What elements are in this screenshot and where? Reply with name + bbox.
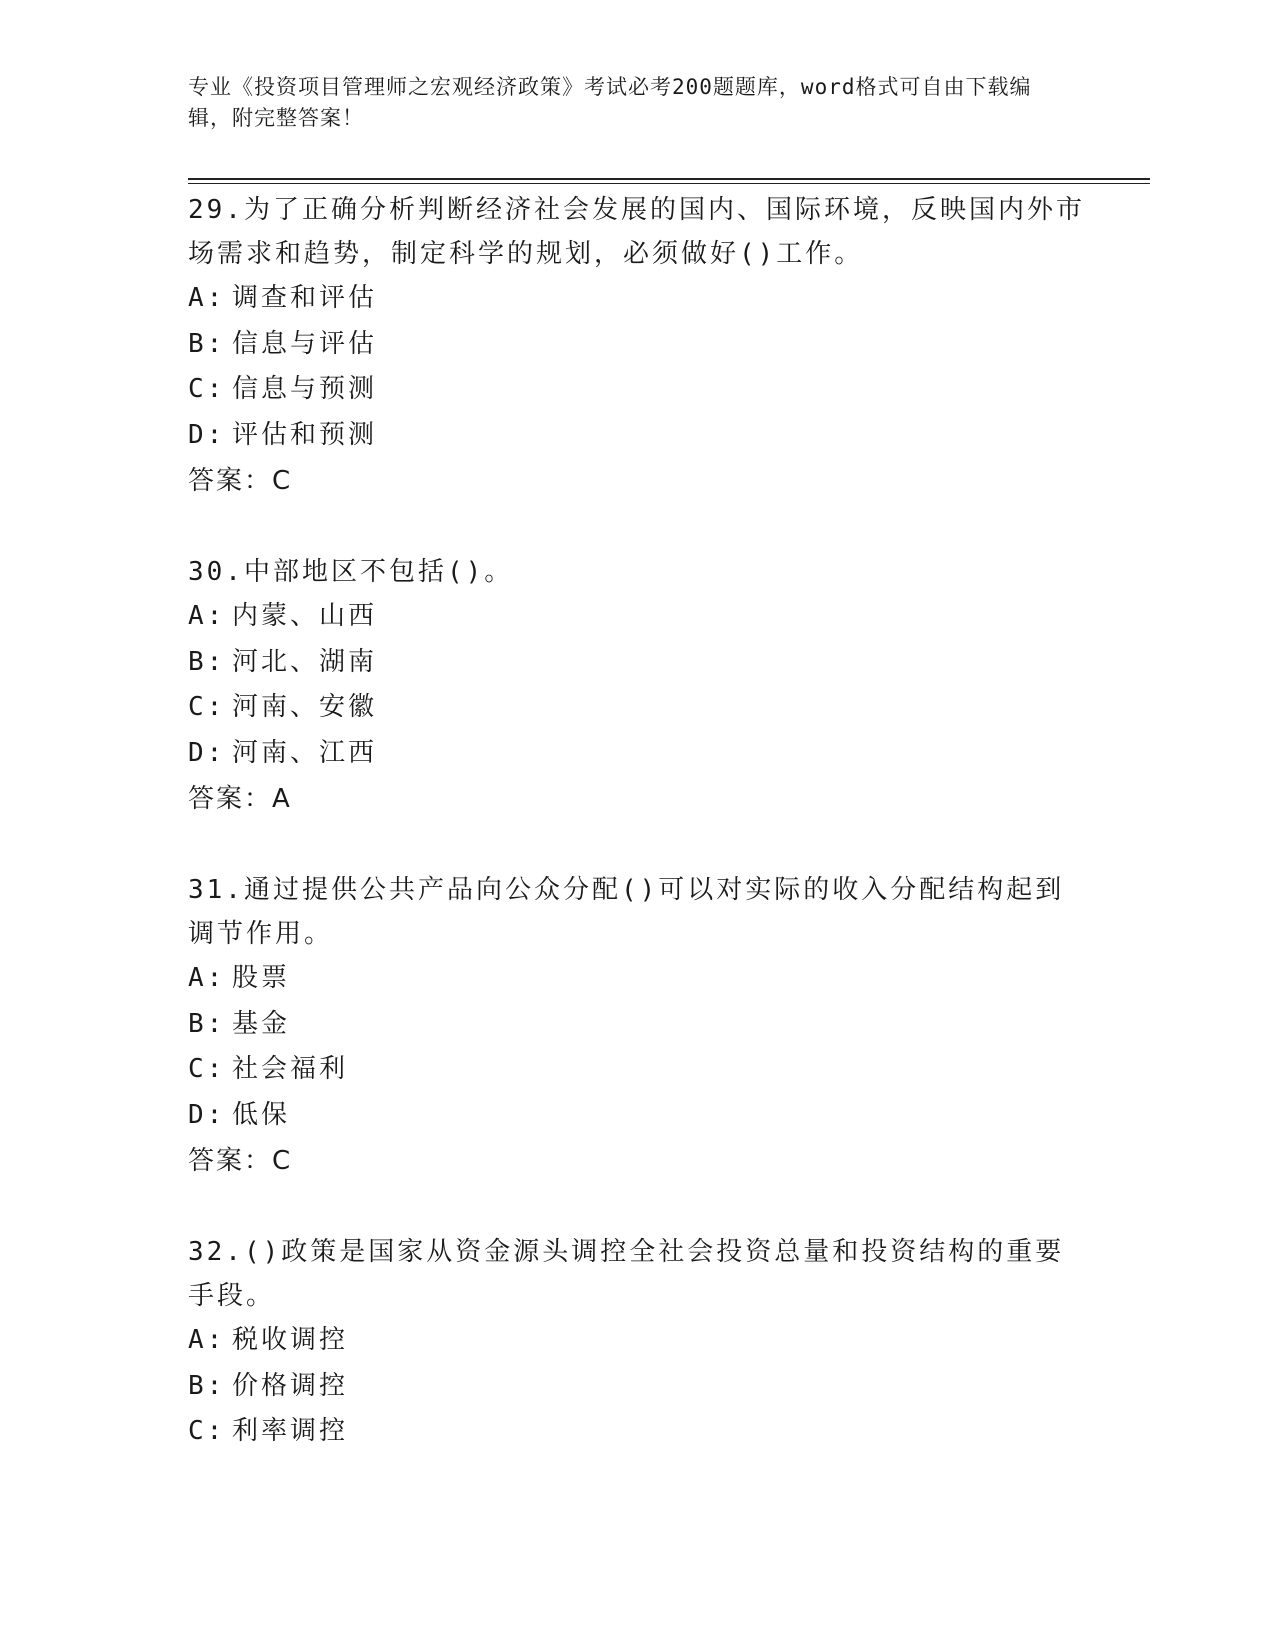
option-a: [188, 956, 1088, 1002]
header-divider-thin: [188, 183, 1150, 184]
option-text: 河南、江西: [232, 737, 378, 768]
question-30: [188, 550, 1088, 822]
option-b: [188, 322, 1088, 368]
document-header: 专业《投资项目管理师之宏观经济政策》考试必考200题题库，word格式可自由下载编辑，附完整答案！: [188, 75, 1032, 130]
option-b: [188, 1002, 1088, 1048]
option-b: [188, 1364, 1088, 1410]
question-32: [188, 1230, 1088, 1455]
question-list: [188, 188, 1088, 1501]
question-text: 29.为了正确分析判断经济社会发展的国内、国际环境，反映国内外市场需求和趋势，制定科学的规划，必须做好()工作。: [188, 195, 1085, 269]
option-key: D:: [188, 1099, 226, 1130]
option-c: [188, 685, 1088, 731]
option-text: 河北、湖南: [232, 646, 378, 677]
question-29: [188, 188, 1088, 504]
question-text: 32.()政策是国家从资金源头调控全社会投资总量和投资结构的重要手段。: [188, 1237, 1065, 1311]
option-d: [188, 413, 1088, 459]
option-text: 税收调控: [232, 1325, 349, 1355]
option-c: [188, 1047, 1088, 1093]
option-text: 低保: [232, 1099, 291, 1130]
option-text: 信息与评估: [232, 328, 378, 359]
option-key: C:: [188, 374, 226, 404]
question-31: [188, 868, 1088, 1184]
option-text: 调查和评估: [232, 283, 378, 313]
answer-line: 答案：C: [188, 1146, 293, 1176]
option-key: C:: [188, 692, 226, 722]
option-text: 股票: [232, 963, 291, 993]
option-c: [188, 367, 1088, 413]
option-d: [188, 1093, 1088, 1139]
option-text: 利率调控: [232, 1416, 349, 1446]
option-b: [188, 640, 1088, 686]
option-key: B:: [188, 646, 226, 677]
option-d: [188, 731, 1088, 777]
option-key: C:: [188, 1416, 226, 1446]
option-text: 基金: [232, 1008, 291, 1039]
question-text: 31.通过提供公共产品向公众分配()可以对实际的收入分配结构起到调节作用。: [188, 875, 1065, 949]
option-key: A:: [188, 601, 226, 631]
answer-line: 答案：C: [188, 466, 293, 496]
option-key: B:: [188, 1370, 226, 1401]
option-text: 信息与预测: [232, 374, 378, 404]
option-key: B:: [188, 1008, 226, 1039]
option-text: 河南、安徽: [232, 692, 378, 722]
option-key: A:: [188, 963, 226, 993]
option-text: 评估和预测: [232, 419, 378, 450]
option-a: [188, 1318, 1088, 1364]
option-text: 社会福利: [232, 1054, 349, 1084]
option-c: [188, 1409, 1088, 1455]
option-text: 内蒙、山西: [232, 601, 378, 631]
option-key: C:: [188, 1054, 226, 1084]
option-key: A:: [188, 283, 226, 313]
option-key: D:: [188, 419, 226, 450]
option-text: 价格调控: [232, 1370, 349, 1401]
option-key: B:: [188, 328, 226, 359]
option-a: [188, 276, 1088, 322]
option-a: [188, 594, 1088, 640]
option-key: A:: [188, 1325, 226, 1355]
answer-line: 答案：A: [188, 784, 292, 814]
option-key: D:: [188, 737, 226, 768]
header-divider-thick: [188, 178, 1150, 180]
question-text: 30.中部地区不包括()。: [188, 557, 514, 587]
